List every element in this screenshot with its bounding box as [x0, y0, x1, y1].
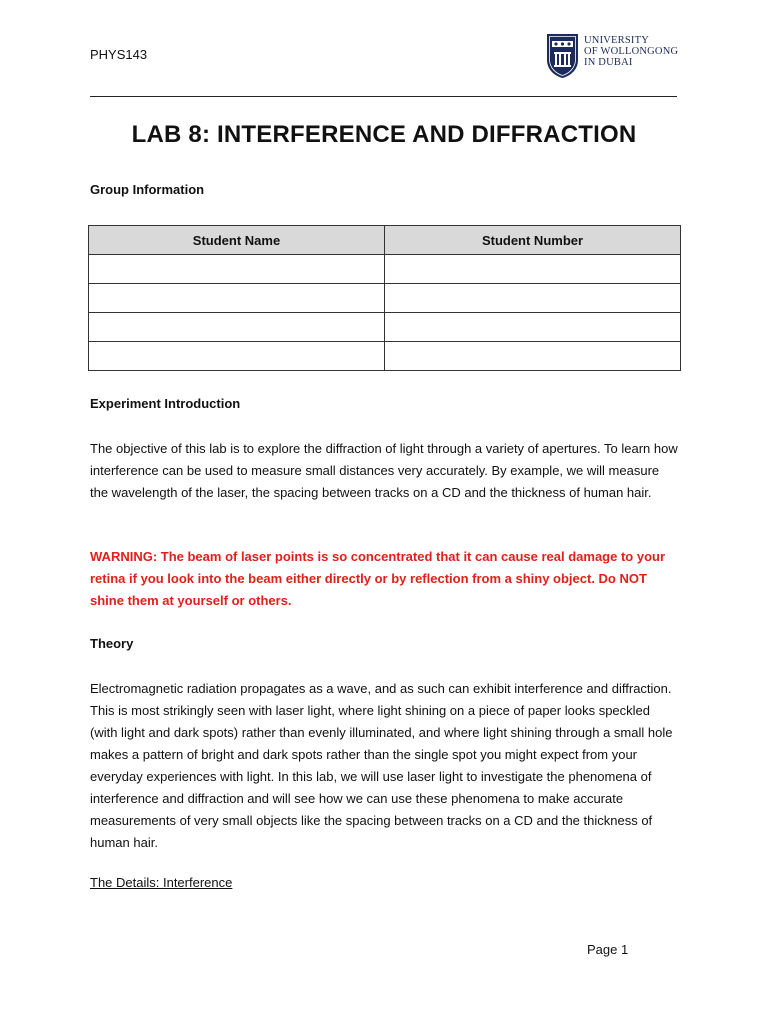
group-information-table: [88, 225, 681, 371]
student-name-cell[interactable]: [89, 313, 385, 342]
experiment-introduction-heading: Experiment Introduction: [90, 396, 241, 411]
logo-line-2: OF WOLLONGONG: [584, 46, 679, 57]
logo-line-1: UNIVERSITY: [584, 35, 649, 46]
university-name: [584, 35, 678, 68]
laser-warning-text: WARNING: The beam of laser points is so concentrated that it can cause real damage to your retina if you look into the beam either directly or by reflection from a shiny object. Do NOT shine them at yourself or others.: [90, 549, 666, 608]
column-header-student-name: Student Name: [89, 226, 385, 255]
student-number-cell[interactable]: [385, 284, 681, 313]
student-number-cell[interactable]: [385, 342, 681, 371]
table-header-row: [89, 226, 681, 255]
theory-text: Electromagnetic radiation propagates as a wave, and as such can exhibit interference and diffraction. This is most strikingly seen with laser light, where light shining on a piece of paper looks speckled (with light and dark spots) rather than evenly illuminated, and where light shining through a small hole makes a pattern of bright and dark spots rather than the single spot you might expect from your everyday experiences with light. In this lab, we will use laser light to investigate the phenomena of interference and diffraction and will see how we can use these phenomena to make accurate measurements of very small objects like the spacing between tracks on a CD and the thickness of human hair.: [90, 681, 673, 850]
university-logo: [546, 33, 686, 81]
table-row: [89, 342, 681, 371]
table-row: [89, 313, 681, 342]
group-information-heading: Group Information: [90, 182, 205, 197]
student-name-cell[interactable]: [89, 255, 385, 284]
student-number-cell[interactable]: [385, 255, 681, 284]
theory-heading: Theory: [90, 636, 134, 651]
details-interference-heading: The Details: Interference: [90, 875, 233, 890]
page-title: LAB 8: INTERFERENCE AND DIFFRACTION: [131, 121, 637, 148]
table-row: [89, 284, 681, 313]
student-name-cell[interactable]: [89, 342, 385, 371]
table-row: [89, 255, 681, 284]
logo-line-3: IN DUBAI: [584, 57, 633, 68]
student-number-cell[interactable]: [385, 313, 681, 342]
column-header-student-number: Student Number: [385, 226, 681, 255]
page-number: Page 1: [587, 942, 629, 957]
university-shield-icon: [546, 33, 579, 79]
header-divider: [90, 96, 677, 97]
student-name-cell[interactable]: [89, 284, 385, 313]
experiment-introduction-text: The objective of this lab is to explore the diffraction of light through a variety of apertures. To learn how interference can be used to measure small distances very accurately. By example, we will measure the wavelength of the laser, the spacing between tracks on a CD and the thickness of human hair.: [90, 441, 678, 500]
course-code: PHYS143: [90, 47, 148, 62]
